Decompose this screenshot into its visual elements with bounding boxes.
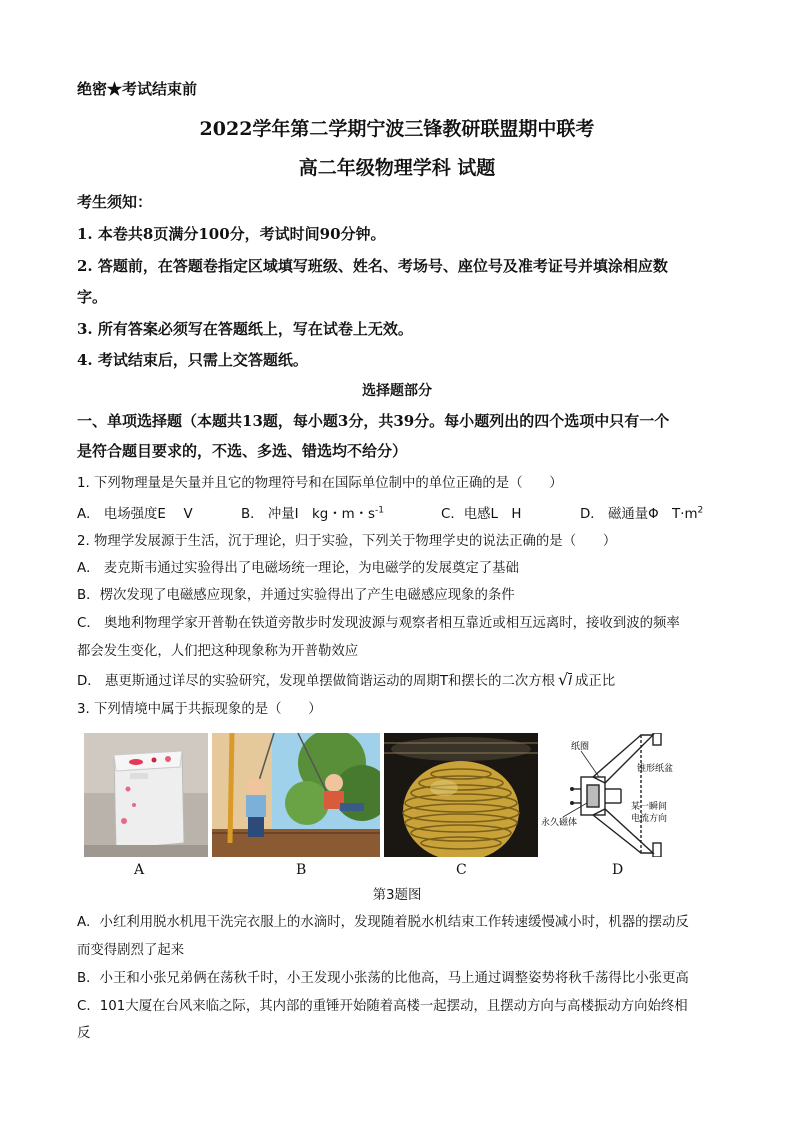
q3-option-c: C．101大厦在台风来临之际，其内部的重锤开始随着高楼一起摆动，且摆动方向与高楼振动方向始终相 <box>77 999 688 1014</box>
diagram-label: 永久磁体 <box>541 818 578 828</box>
notice-item: 2. 答题前，在答题卷指定区域填写班级、姓名、考场号、座位号及准考证号并填涂相应数 <box>77 257 668 275</box>
exam-subtitle: 高二年级物理学科 试题 <box>298 157 496 179</box>
q3-option-b: B．小王和小张兄弟俩在荡秋千时，小王发现小张荡的比他高，马上通过调整姿势将秋千荡得比小张更高 <box>77 971 689 986</box>
question-2-stem: 2. 物理学发展源于生活，沉于理论，归于实验，下列关于物理学史的说法正确的是（ ） <box>77 534 617 549</box>
section-instruction: 是符合题目要求的，不选、多选、错选均不给分） <box>77 442 408 460</box>
exam-title: 2022学年第二学期宁波三锋教研联盟期中联考 <box>199 118 595 140</box>
q1-option-c: C．电感L H <box>441 507 522 522</box>
figure-a-washing-machine <box>84 733 208 857</box>
figure-label: A <box>134 862 145 878</box>
notice-item: 3. 所有答案必须写在答题纸上，写在试卷上无效。 <box>77 320 413 338</box>
notice-item: 1. 本卷共8页满分100分，考试时间90分钟。 <box>77 225 386 243</box>
q3-option-a-cont: 而变得剧烈了起来 <box>77 943 185 958</box>
figure-caption: 第3题图 <box>372 888 422 903</box>
notice-item: 4. 考试结束后，只需上交答题纸。 <box>77 351 308 369</box>
sqrt-l: √l <box>558 670 572 689</box>
figure-b-swing <box>212 733 380 857</box>
notice-item: 字。 <box>77 288 108 306</box>
q1-option-b: B． 冲量I kg・m・$s^{-1}$ <box>241 505 384 522</box>
diagram-label: 锥形纸盆 <box>637 764 674 774</box>
q2-option-b: B．楞次发现了电磁感应现象，并通过实验得出了产生电磁感应现象的条件 <box>77 588 515 603</box>
q2-option-d: D． 惠更斯通过详尽的实验研究，发现单摆做简谐运动的周期T和摆长的二次方根 √l 成正比 <box>77 670 616 689</box>
q2-option-a: A． 麦克斯韦通过实验得出了电磁场统一理论，为电磁学的发展奠定了基础 <box>77 561 519 576</box>
section-instruction: 一、单项选择题（本题共13题，每小题3分，共39分。每小题列出的四个选项中只有一个 <box>77 412 670 430</box>
notice-heading: 考生须知： <box>77 193 153 211</box>
figure-d-speaker-diagram <box>541 733 691 857</box>
figure-c-damper-sphere <box>384 733 538 857</box>
figure-label: D <box>612 862 624 878</box>
q3-option-c-cont: 反 <box>77 1026 91 1041</box>
figure-label: B <box>296 862 307 878</box>
q1-option-a: A． 电场强度E V <box>77 507 193 522</box>
question-3-stem: 3. 下列情境中属于共振现象的是（ ） <box>77 702 322 717</box>
q2-option-c-cont: 都会发生变化，人们把这种现象称为开普勒效应 <box>77 644 359 659</box>
section-title: 选择题部分 <box>362 383 432 399</box>
q2-option-c: C． 奥地利物理学家开普勒在铁道旁散步时发现波源与观察者相互靠近或相互远离时，接收到波的频率 <box>77 616 680 631</box>
diagram-label: 电流方向 <box>631 814 668 824</box>
q1-option-d: D． 磁通量Φ $T\cdot m^2$ <box>580 505 704 522</box>
secret-mark: 绝密★考试结束前 <box>77 80 198 98</box>
figure-label: C <box>456 862 467 878</box>
question-1-stem: 1. 下列物理量是矢量并且它的物理符号和在国际单位制中的单位正确的是（ ） <box>77 476 563 491</box>
q3-option-a: A．小红利用脱水机甩干洗完衣服上的水滴时，发现随着脱水机结束工作转速缓慢减小时，机器的摆动反 <box>77 915 689 930</box>
diagram-label: 纸圈 <box>571 742 590 752</box>
diagram-label: 某一瞬间 <box>631 802 668 812</box>
